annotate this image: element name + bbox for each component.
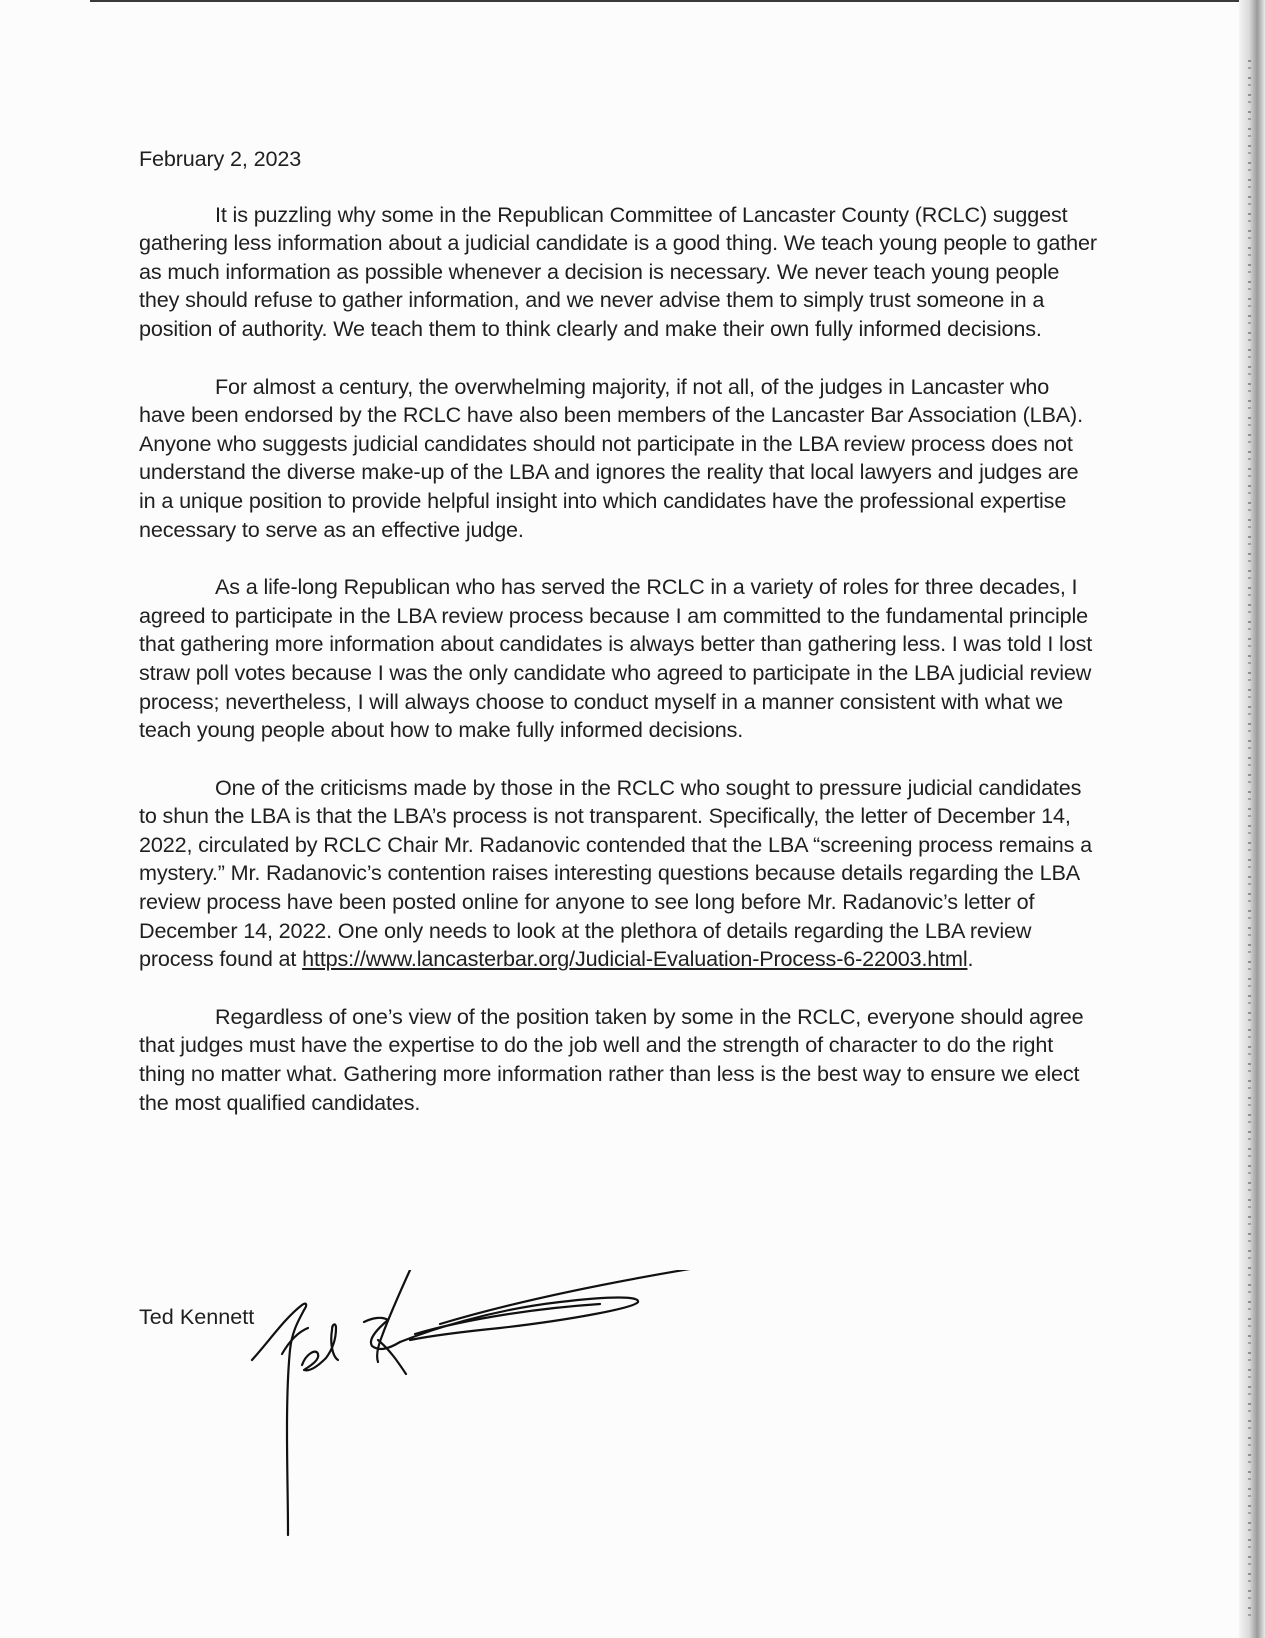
- letter-body: [139, 145, 1099, 1146]
- signature-stroke: [252, 1304, 306, 1535]
- paragraph-3: As a life-long Republican who has served the RCLC in a variety of roles for three decades, I agreed to participate in the LBA review process because I am committed to the fundamental principle that gathering more information about candidates is always better than gathering less. I was told I lost straw poll votes because I was the only candidate who agreed to participate in the LBA judicial review process; nevertheless, I will always choose to conduct myself in a manner consistent with what we teach young people about how to make fully informed decisions.: [139, 574, 1093, 743]
- signoff-name: Ted Kennett: [139, 1304, 255, 1329]
- scan-right-edge: [1239, 0, 1265, 1638]
- paragraph-4-end: .: [967, 946, 974, 972]
- paragraph-5: Regardless of one’s view of the position taken by some in the RCLC, everyone should agree that judges must have the expertise to do the job well and the strength of character to do the right thing no matter what. Gathering more information rather than less is the best way to ensure we elect the most qualified candidates.: [139, 1003, 1084, 1115]
- page-top-edge: [90, 0, 1265, 2]
- signature-stroke: [302, 1324, 338, 1370]
- paragraph-1: It is puzzling why some in the Republican Committee of Lancaster County (RCLC) suggest gathering less information about a judicial candidate is a good thing. We teach young people to gather as much information as possible whenever a decision is necessary. We never teach young people they should refuse to gather information, and we never advise them to simply trust someone in a position of authority. We teach them to think clearly and make their own fully informed decisions.: [139, 201, 1097, 341]
- signature-stroke: [400, 1298, 638, 1343]
- paragraph-2: For almost a century, the overwhelming majority, if not all, of the judges in Lancaster who have been endorsed by the RCLC have also been members of the Lancaster Bar Association (LBA). Anyone who suggests judicial candidates should not participate in the LBA review process does not understand the diverse make-up of the LBA and ignores the reality that local lawyers and judges are in a unique position to provide helpful insight into which candidates have the professional expertise necessary to serve as an effective judge.: [139, 373, 1083, 542]
- letter-date: February 2, 2023: [139, 146, 302, 171]
- scan-edge-speckle: [1248, 60, 1251, 1620]
- paragraph-4-text: One of the criticisms made by those in the RCLC who sought to pressure judicial candidates to shun the LBA is that the LBA’s process is not transparent. Specifically, the letter of December 14, 2022, circulated by RCLC Chair Mr. Radanovic contended that the LBA “screening process remains a mystery.” Mr. Radanovic’s contention raises interesting questions because details regarding the LBA review process have been posted online for anyone to see long before Mr. Radanovic’s letter of December 14, 2022. One only needs to look at the plethora of details regarding the LBA review process found at: [139, 774, 1093, 972]
- paragraph-4: [139, 774, 1099, 974]
- handwritten-signature: [240, 1270, 740, 1540]
- lba-evaluation-link[interactable]: https://www.lancasterbar.org/Judicial-Evaluation-Process-6-22003.html: [302, 946, 968, 972]
